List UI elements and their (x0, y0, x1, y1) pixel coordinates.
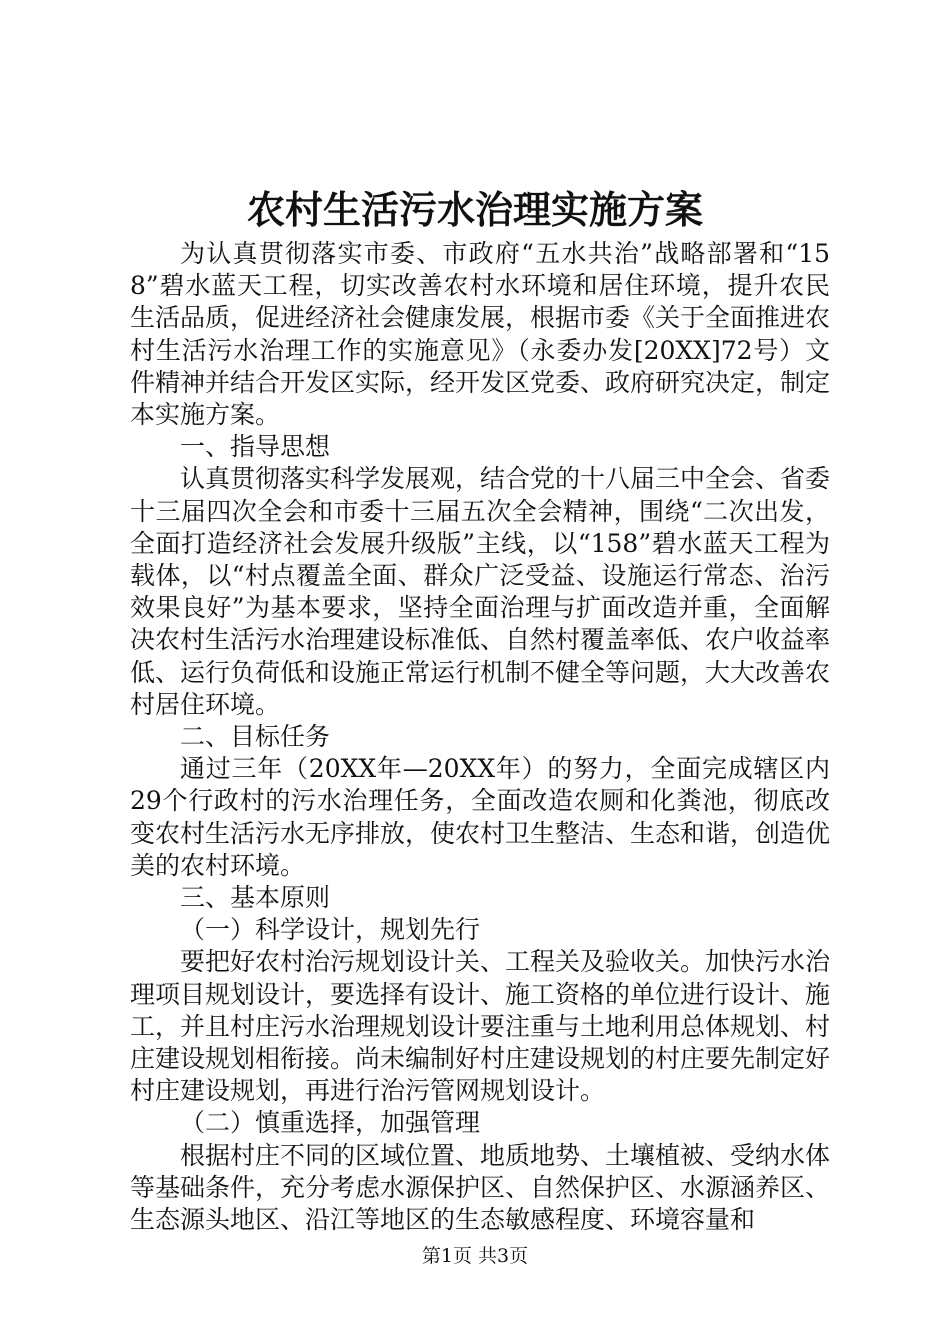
body-paragraph: 要把好农村治污规划设计关、工程关及验收关。加快污水治理项目规划设计，要选择有设计、施工资格的单位进行设计、施工，并且村庄污水治理规划设计要注重与土地利用总体规划、村庄建设规划相衔接。尚未编制好村庄建设规划的村庄要先制定好村庄建设规划，再进行治污管网规划设计。 (130, 947, 831, 1106)
subsection-heading-design: （一）科学设计，规划先行 (180, 915, 481, 945)
intro-paragraph: 为认真贯彻落实市委、市政府“五水共治”战略部署和“158”碧水蓝天工程，切实改善农村水环境和居住环境，提升农民生活品质，促进经济社会健康发展，根据市委《关于全面推进农村生活污水治理工作的实施意见》（永委办发[20XX]72号）文件精神并结合开发区实际，经开发区党委、政府研究决定，制定本实施方案。 (130, 239, 831, 430)
section-heading-goals: 二、目标任务 (180, 722, 331, 752)
document-title: 农村生活污水治理实施方案 (246, 187, 703, 232)
subsection-heading-management: （二）慎重选择，加强管理 (180, 1108, 481, 1138)
body-paragraph: 通过三年（20XX年—20XX年）的努力，全面完成辖区内29个行政村的污水治理任务，全面改造农厕和化粪池，彻底改变农村生活污水无序排放，使农村卫生整洁、生态和谐，创造优美的农村环境。 (130, 754, 831, 880)
document-body (130, 238, 830, 1236)
body-paragraph: 根据村庄不同的区域位置、地质地势、土壤植被、受纳水体等基础条件，充分考虑水源保护区、自然保护区、水源涵养区、生态源头地区、沿江等地区的生态敏感程度、环境容量和 (130, 1140, 831, 1235)
page-footer: 第1页 共3页 (421, 1245, 529, 1267)
body-paragraph: 认真贯彻落实科学发展观，结合党的十八届三中全会、省委十三届四次全会和市委十三届五次全会精神，围绕“二次出发，全面打造经济社会发展升级版”主线，以“158”碧水蓝天工程为载体，以“村点覆盖全面、群众广泛受益、设施运行常态、治污效果良好”为基本要求，坚持全面治理与扩面改造并重，全面解决农村生活污水治理建设标准低、自然村覆盖率低、农户收益率低、运行负荷低和设施正常运行机制不健全等问题，大大改善农村居住环境。 (130, 464, 831, 719)
section-heading-guiding-ideology: 一、指导思想 (180, 432, 331, 462)
section-heading-principles: 三、基本原则 (180, 883, 331, 913)
